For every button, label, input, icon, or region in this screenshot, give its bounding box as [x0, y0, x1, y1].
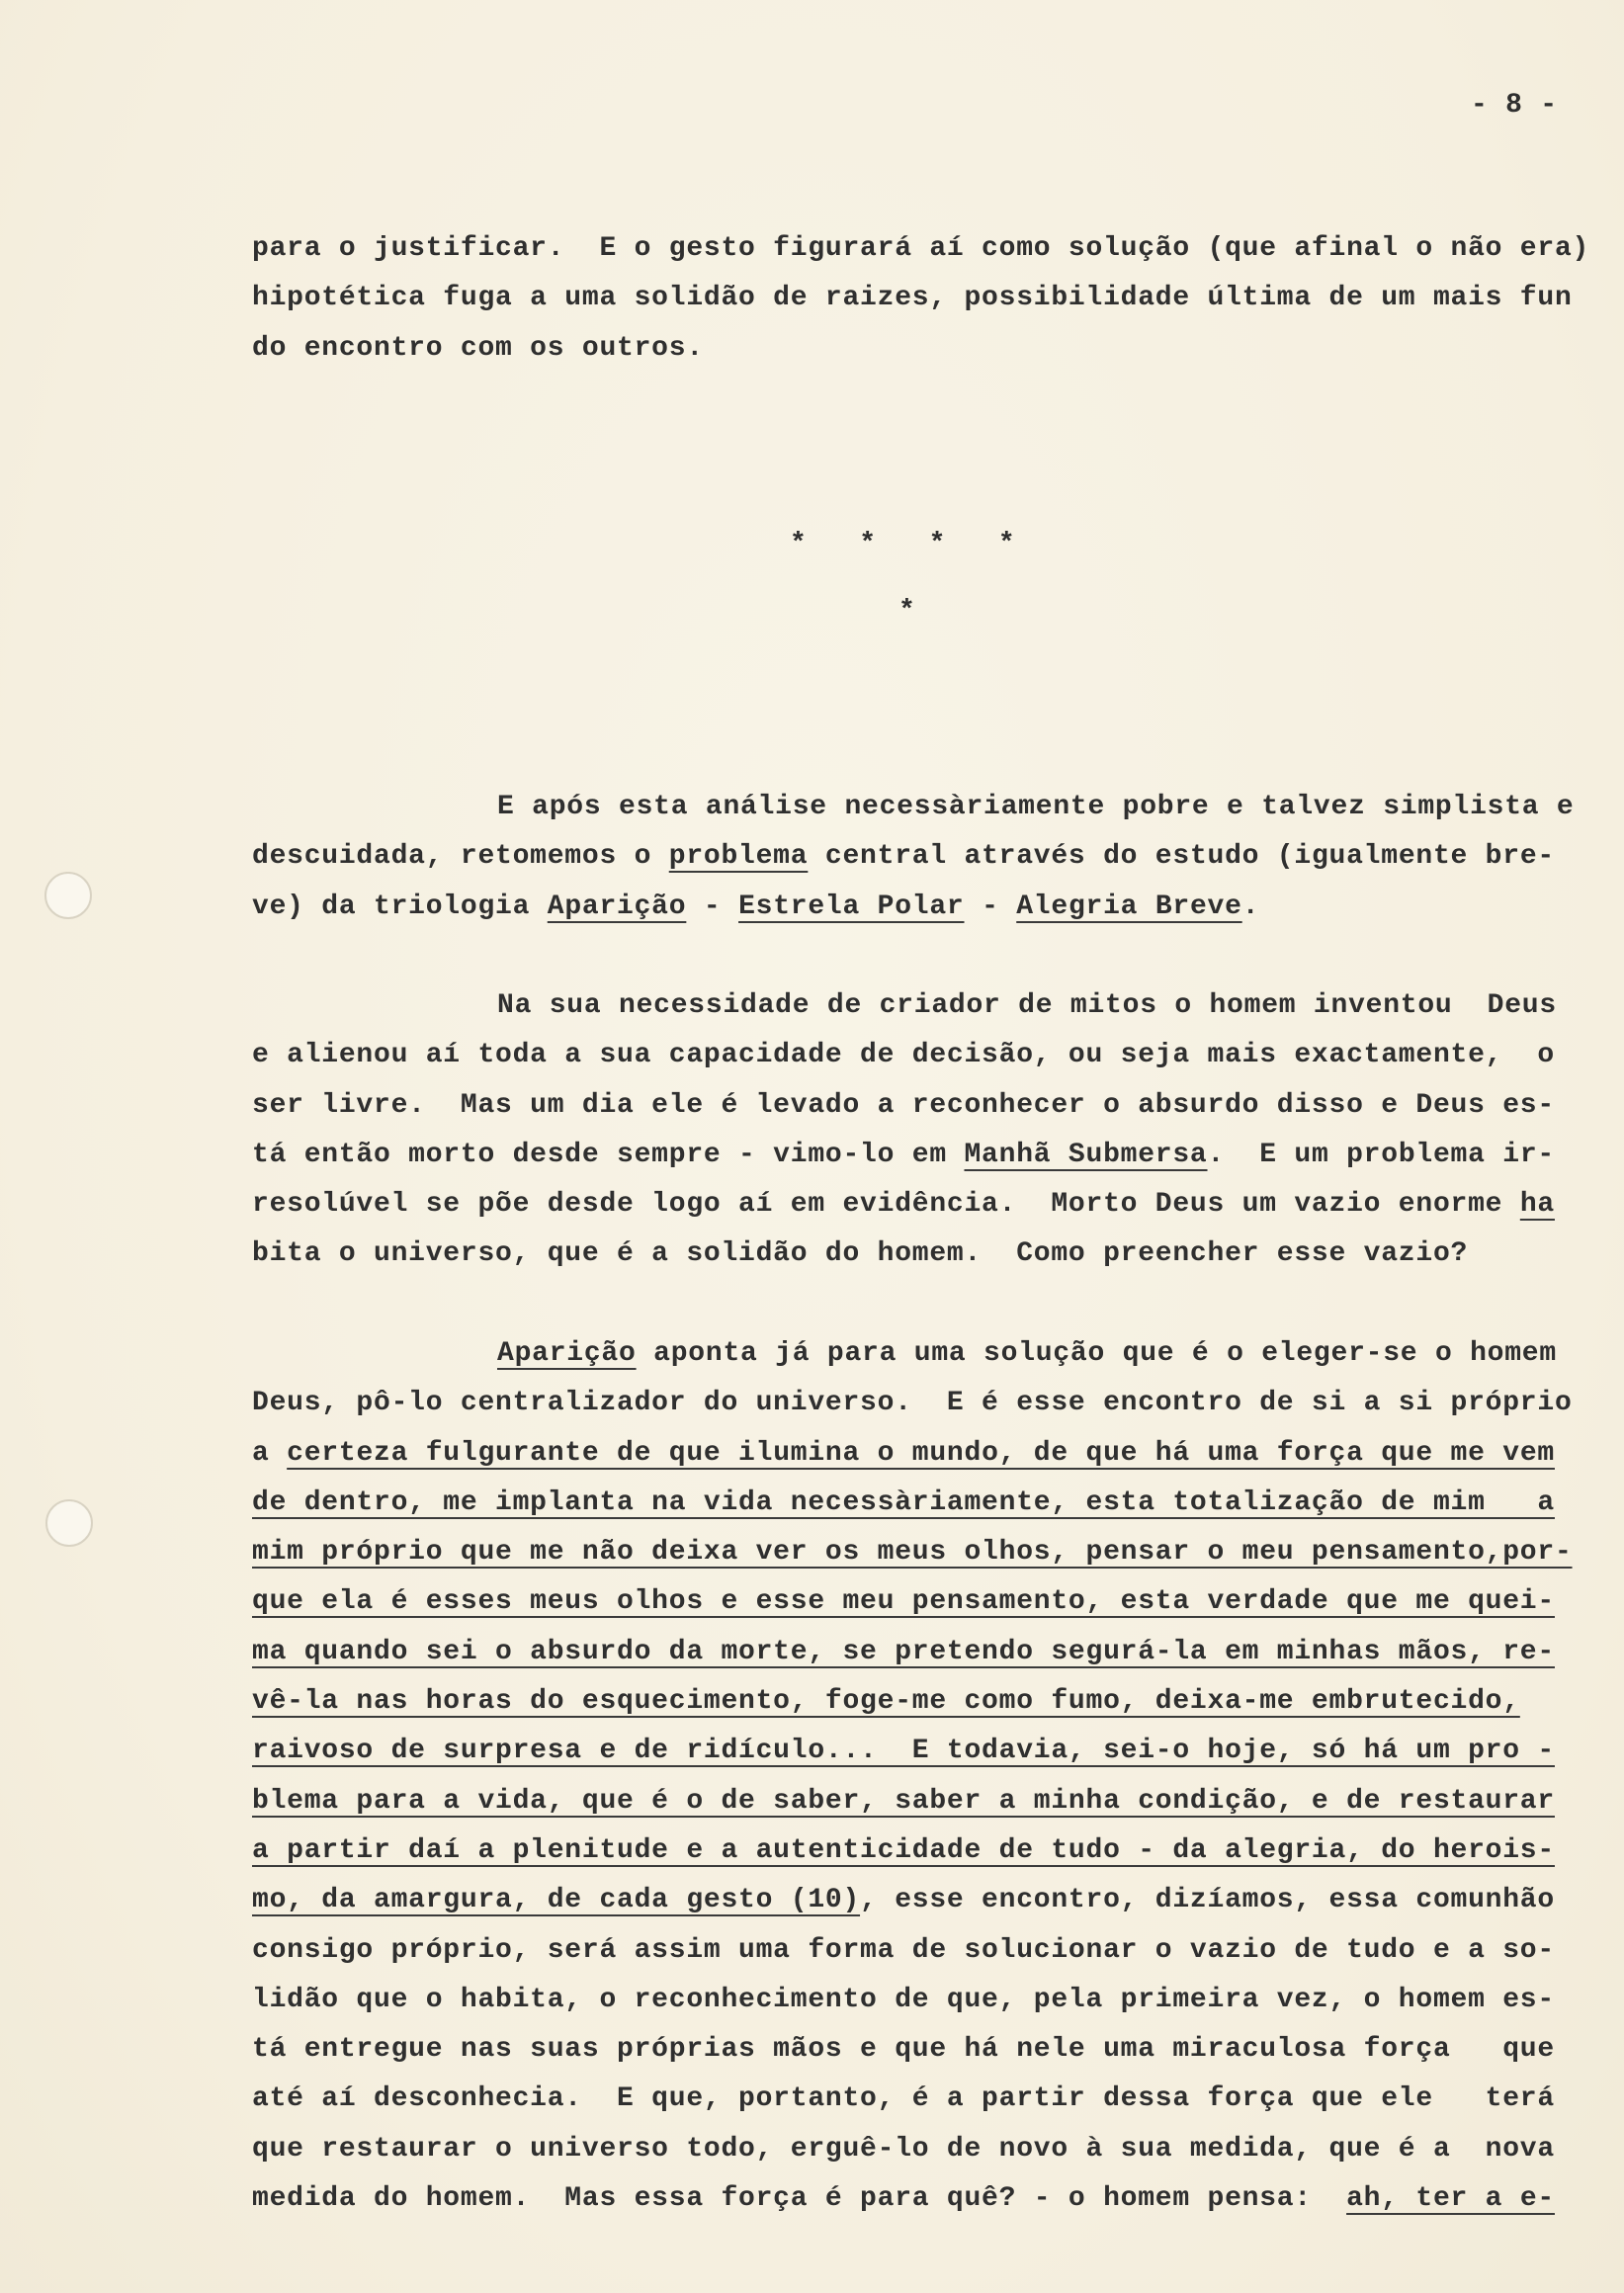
text-line [252, 783, 1606, 832]
text-segment: descuidada, retomemos o [252, 841, 669, 873]
text-segment: medida do homem. Mas essa força é para quê? - o homem pensa: [252, 2183, 1347, 2215]
text-line [252, 1777, 1606, 1826]
underlined-text: Aparição [497, 1338, 637, 1369]
text-line [252, 1876, 1606, 1925]
text-segment: central através do estudo (igualmente bre- [808, 841, 1555, 873]
text-line [252, 1429, 1606, 1479]
text-line [252, 1379, 1606, 1428]
text-line [252, 1976, 1606, 2025]
text-line [252, 274, 1606, 323]
text-segment: consigo próprio, será assim uma forma de solucionar o vazio de tudo e a so- [252, 1934, 1555, 1966]
text-segment: E após esta análise necessàriamente pobre e talvez simplista e [497, 792, 1575, 822]
section-separator-stars: * * * * [790, 529, 1016, 559]
text-segment: ser livre. Mas um dia ele é levado a reconhecer o absurdo disso e Deus es- [252, 1089, 1555, 1121]
text-segment: Deus, pô-lo centralizador do universo. E é esse encontro de si a si próprio [252, 1388, 1573, 1419]
text-line [252, 2025, 1606, 2075]
underlined-text: mim próprio que me não deixa ver os meus olhos, pensar o meu pensamento,por- [252, 1537, 1573, 1569]
text-line [252, 1628, 1606, 1677]
text-segment: aponta já para uma solução que é o eleger-se o homem [636, 1338, 1557, 1369]
text-segment: Na sua necessidade de criador de mitos o homem inventou Deus [497, 990, 1557, 1021]
text-segment: para o justificar. E o gesto figurará aí como solução (que afinal o não era) [252, 233, 1590, 264]
text-line [252, 2125, 1606, 2174]
text-line [252, 2174, 1606, 2224]
page-number: - 8 - [1471, 90, 1558, 121]
text-segment: ve) da triologia [252, 891, 548, 922]
underlined-text: a partir daí a plenitude e a autenticidade de tudo - da alegria, do herois- [252, 1834, 1555, 1866]
text-line [252, 1727, 1606, 1776]
text-line [252, 1479, 1606, 1528]
underlined-text: certeza fulgurante de que ilumina o mundo, de que há uma força que me vem [287, 1437, 1555, 1469]
text-line [252, 1031, 1606, 1080]
text-line [252, 1180, 1606, 1230]
paragraph [252, 1329, 1606, 2224]
underlined-text: de dentro, me implanta na vida necessàriamente, esta totalização de mim a [252, 1486, 1555, 1518]
text-segment: até aí desconhecia. E que, portanto, é a partir dessa força que ele terá [252, 2083, 1555, 2115]
text-segment: . [1241, 891, 1260, 922]
text-segment: - [964, 891, 1017, 922]
text-segment: a [252, 1437, 288, 1469]
underlined-text: ma quando sei o absurdo da morte, se pretendo segurá-la em minhas mãos, re- [252, 1636, 1555, 1667]
text-segment: que restaurar o universo todo, erguê-lo de novo à sua medida, que é a nova [252, 2133, 1555, 2165]
text-segment: lidão que o habita, o reconhecimento de que, pela primeira vez, o homem es- [252, 1984, 1555, 2015]
paragraph [252, 783, 1606, 932]
paragraph-continuation [252, 224, 1606, 374]
text-line [252, 832, 1606, 882]
punch-hole [45, 1499, 93, 1547]
text-line [252, 1926, 1606, 1976]
underlined-text: ha [1519, 1189, 1555, 1221]
text-segment: - [686, 891, 739, 922]
underlined-text: vê-la nas horas do esquecimento, foge-me como fumo, deixa-me embrutecido, [252, 1686, 1520, 1718]
text-line [252, 1329, 1606, 1379]
underlined-text: Manhã Submersa [964, 1139, 1208, 1170]
text-line [252, 2075, 1606, 2124]
text-line [252, 1577, 1606, 1627]
punch-hole [44, 872, 92, 919]
text-segment: tá então morto desde sempre - vimo-lo em [252, 1139, 965, 1170]
underlined-text: problema [668, 841, 809, 873]
text-line [252, 1528, 1606, 1577]
underlined-text: mo, da amargura, de cada gesto (10) [252, 1885, 861, 1916]
text-segment: tá entregue nas suas próprias mãos e que há nele uma miraculosa força que [252, 2034, 1555, 2066]
text-segment: bita o universo, que é a solidão do homem. Como preencher esse vazio? [252, 1238, 1469, 1270]
text-line [252, 1230, 1606, 1279]
text-line [252, 1081, 1606, 1131]
underlined-text: Alegria Breve [1016, 891, 1242, 922]
text-segment: resolúvel se põe desde logo aí em evidência. Morto Deus um vazio enorme [252, 1189, 1520, 1221]
text-segment: . E um problema ir- [1207, 1139, 1555, 1170]
text-segment: , esse encontro, dizíamos, essa comunhão [860, 1885, 1555, 1916]
text-segment: do encontro com os outros. [252, 332, 704, 364]
section-separator-star: * [898, 596, 916, 627]
text-segment: e alienou aí toda a sua capacidade de decisão, ou seja mais exactamente, o [252, 1040, 1555, 1071]
underlined-text: que ela é esses meus olhos e esse meu pensamento, esta verdade que me quei- [252, 1586, 1555, 1618]
text-line [252, 324, 1606, 374]
text-line [252, 1131, 1606, 1180]
underlined-text: raivoso de surpresa e de ridículo... E todavia, sei-o hoje, só há um pro - [252, 1736, 1555, 1767]
text-line [252, 1826, 1606, 1876]
text-line [252, 224, 1606, 274]
underlined-text: Estrela Polar [738, 891, 965, 922]
underlined-text: blema para a vida, que é o de saber, saber a minha condição, e de restaurar [252, 1785, 1555, 1817]
underlined-text: ah, ter a e- [1346, 2183, 1555, 2215]
paragraph [252, 981, 1606, 1280]
text-line [252, 981, 1606, 1031]
text-line [252, 883, 1606, 932]
underlined-text: Aparição [547, 891, 687, 922]
text-segment: hipotética fuga a uma solidão de raizes, possibilidade última de um mais fun [252, 283, 1573, 314]
text-line [252, 1677, 1606, 1727]
